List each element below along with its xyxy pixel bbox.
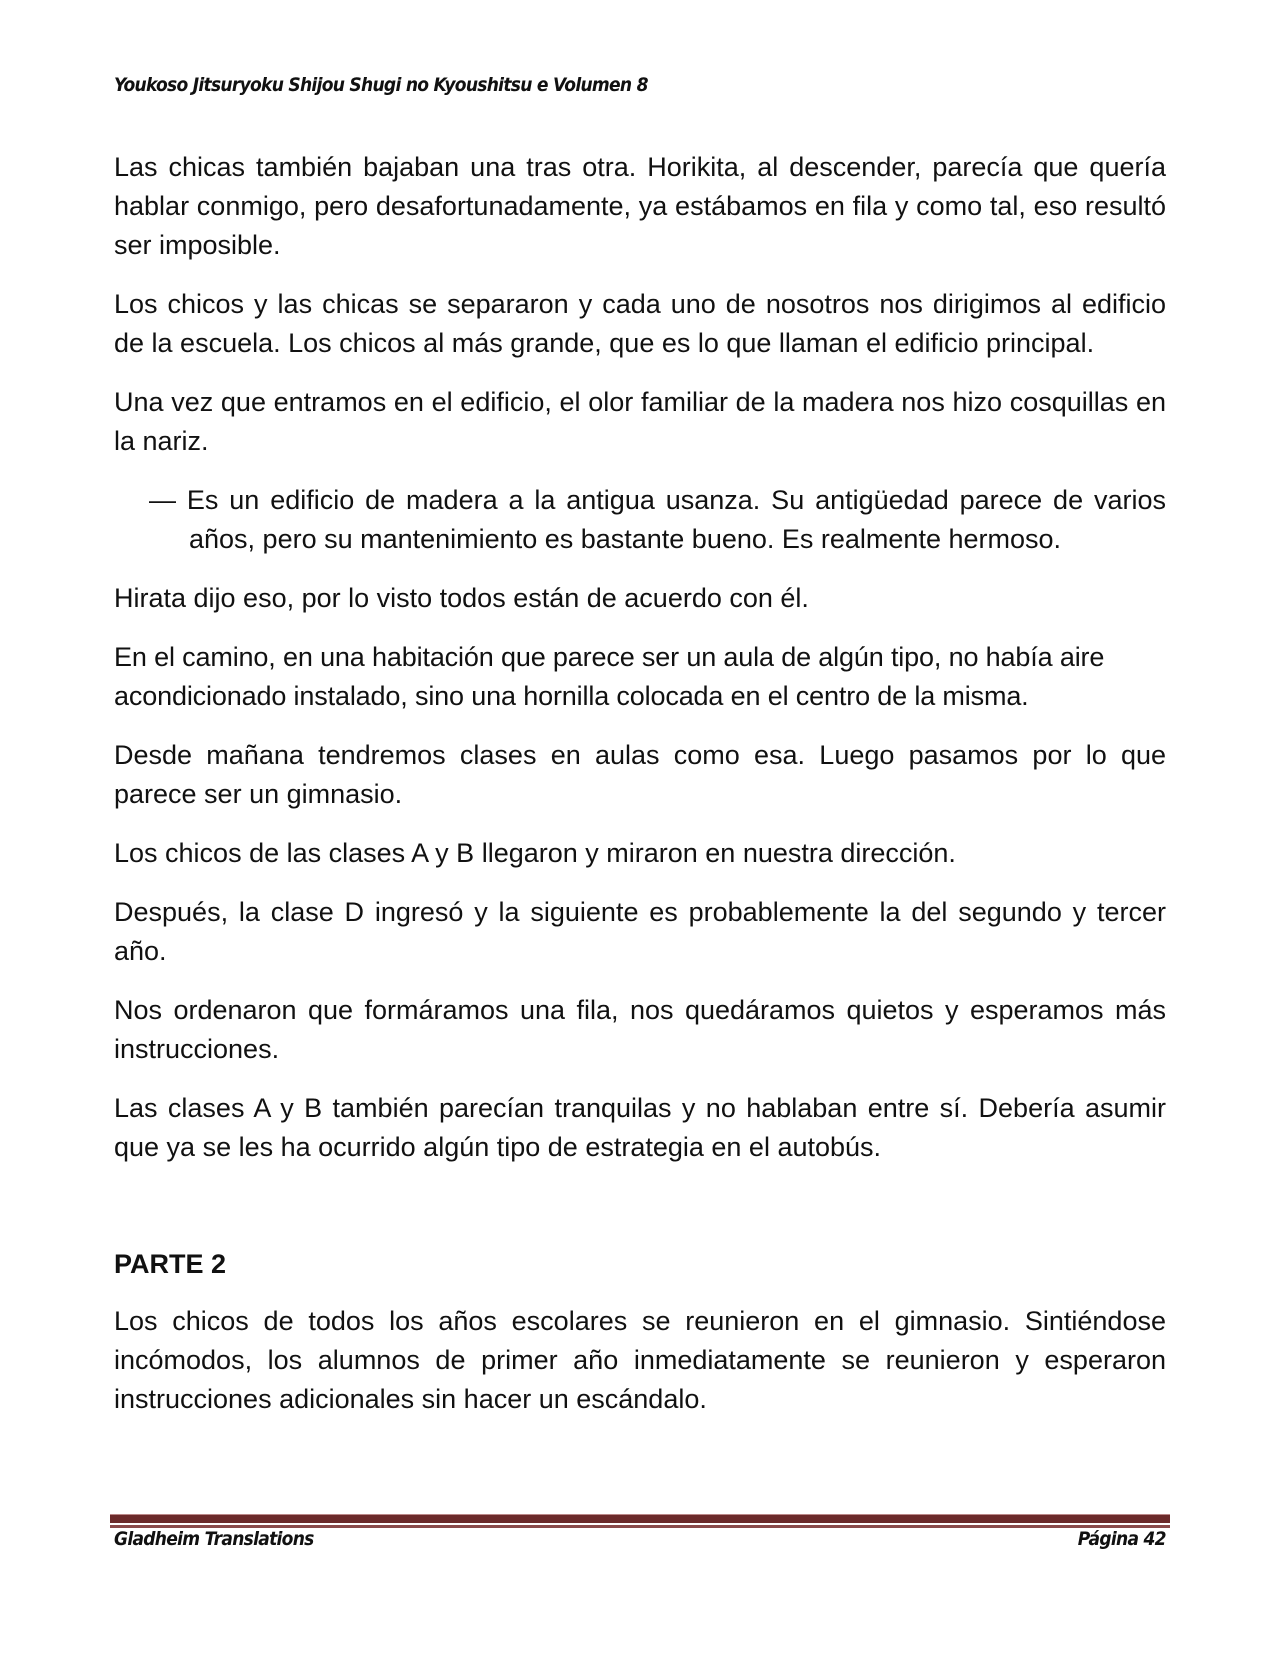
paragraph: Los chicos de las clases A y B llegaron y miraron en nuestra dirección. (114, 838, 956, 868)
footer-credit: Gladheim Translations (114, 1528, 314, 1550)
page-number: Página 42 (1077, 1528, 1166, 1550)
running-header: Youkoso Jitsuryoku Shijou Shugi no Kyoushitsu e Volumen 8 (114, 74, 648, 96)
footer-rule (110, 1514, 1170, 1525)
paragraph: Después, la clase D ingresó y la siguiente es probablemente la del segundo y tercer año. (114, 897, 1166, 966)
dialogue-paragraph: — Es un edificio de madera a la antigua usanza. Su antigüedad parece de varios años, pero su mantenimiento es bastante bueno. Es realmente hermoso. (149, 485, 1166, 554)
paragraph: Los chicos de todos los años escolares se reunieron en el gimnasio. Sintiéndose incómodos, los alumnos de primer año inmediatamente se reunieron y esperaron instrucciones adicionales sin hacer un escándalo. (114, 1306, 1166, 1414)
paragraph: Nos ordenaron que formáramos una fila, nos quedáramos quietos y esperamos más instrucciones. (114, 995, 1166, 1064)
paragraph: Las chicas también bajaban una tras otra. Horikita, al descender, parecía que quería hablar conmigo, pero desafortunadamente, ya estábamos en fila y como tal, eso resultó ser imposible. (114, 152, 1166, 260)
section-heading: PARTE 2 (114, 1249, 227, 1279)
paragraph: En el camino, en una habitación que parece ser un aula de algún tipo, no había aire acondicionado instalado, sino una hornilla colocada en el centro de la misma. (114, 642, 1105, 711)
paragraph: Los chicos y las chicas se separaron y cada uno de nosotros nos dirigimos al edificio de la escuela. Los chicos al más grande, que es lo que llaman el edificio principal. (114, 289, 1166, 358)
paragraph: Hirata dijo eso, por lo visto todos están de acuerdo con él. (114, 583, 809, 613)
page-body (114, 148, 1166, 1439)
paragraph: Una vez que entramos en el edificio, el olor familiar de la madera nos hizo cosquillas en la nariz. (114, 387, 1166, 456)
paragraph: Las clases A y B también parecían tranquilas y no hablaban entre sí. Debería asumir que ya se les ha ocurrido algún tipo de estrategia en el autobús. (114, 1093, 1166, 1162)
paragraph: Desde mañana tendremos clases en aulas como esa. Luego pasamos por lo que parece ser un gimnasio. (114, 740, 1166, 809)
